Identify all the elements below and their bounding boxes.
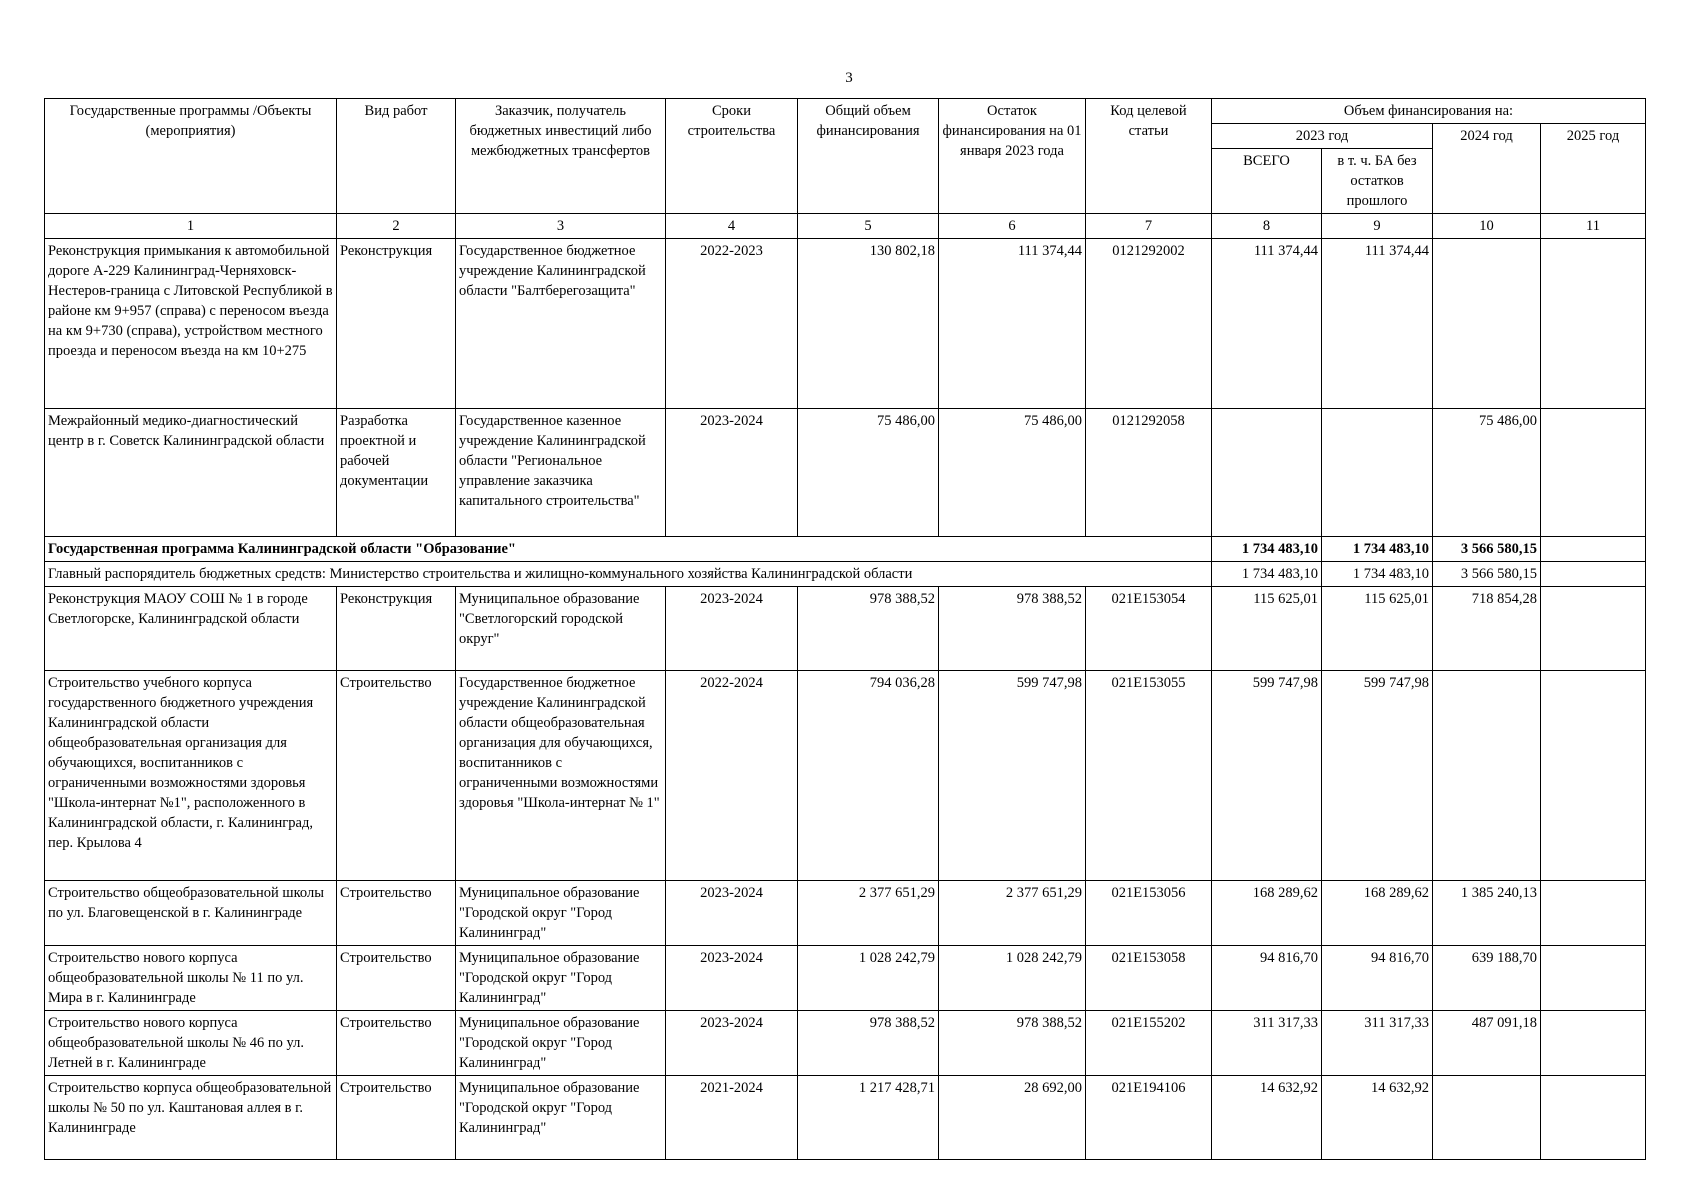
object-name: Реконструкция МАОУ СОШ № 1 в городе Светлогорске, Калининградской области [45,587,337,671]
amount-2024: 718 854,28 [1433,587,1541,671]
table-row [45,409,1646,537]
work-type: Строительство [337,946,456,1011]
manager-2025 [1541,562,1646,587]
manager-2023-ba: 1 734 483,10 [1322,562,1433,587]
work-type: Строительство [337,881,456,946]
header-work: Вид работ [337,99,456,214]
remainder-financing: 75 486,00 [939,409,1086,537]
amount-2024: 487 091,18 [1433,1011,1541,1076]
total-financing: 75 486,00 [798,409,939,537]
header-funding: Объем финансирования на: [1212,99,1646,124]
amount-2023-ba: 111 374,44 [1322,239,1433,409]
object-name: Строительство нового корпуса общеобразовательной школы № 46 по ул. Летней в г. Калининграде [45,1011,337,1076]
amount-2025 [1541,409,1646,537]
customer: Муниципальное образование "Светлогорский городской округ" [456,587,666,671]
construction-terms: 2022-2024 [666,671,798,881]
header-total: Общий объем финансирования [798,99,939,214]
amount-2023-all: 311 317,33 [1212,1011,1322,1076]
col-number: 2 [337,214,456,239]
header-program: Государственные программы /Объекты (мероприятия) [45,99,337,214]
amount-2023-all: 599 747,98 [1212,671,1322,881]
amount-2024 [1433,671,1541,881]
object-name: Строительство учебного корпуса государственного бюджетного учреждения Калининградской области общеобразовательная организация для обучающихся, воспитанников с ограниченными возможностями здоровья "Школа-интернат №1", расположенного в Калининградской области, г. Калининград, пер. Крылова 4 [45,671,337,881]
budget-manager-title: Главный распорядитель бюджетных средств: Министерство строительства и жилищно-коммунального хозяйства Калининградской области [45,562,1212,587]
amount-2023-ba: 599 747,98 [1322,671,1433,881]
col-number: 3 [456,214,666,239]
amount-2023-ba: 311 317,33 [1322,1011,1433,1076]
amount-2025 [1541,881,1646,946]
total-financing: 794 036,28 [798,671,939,881]
work-type: Разработка проектной и рабочей документации [337,409,456,537]
amount-2025 [1541,587,1646,671]
target-code: 021E153054 [1086,587,1212,671]
budget-manager-row [45,562,1646,587]
amount-2023-all: 94 816,70 [1212,946,1322,1011]
table-row [45,1011,1646,1076]
col-number: 11 [1541,214,1646,239]
header-all: ВСЕГО [1212,149,1322,214]
work-type: Строительство [337,1011,456,1076]
target-code: 021E153055 [1086,671,1212,881]
remainder-financing: 28 692,00 [939,1076,1086,1160]
program-2023-ba: 1 734 483,10 [1322,537,1433,562]
table-row [45,587,1646,671]
total-financing: 2 377 651,29 [798,881,939,946]
target-code: 0121292002 [1086,239,1212,409]
amount-2023-ba: 168 289,62 [1322,881,1433,946]
construction-terms: 2022-2023 [666,239,798,409]
program-total-row [45,537,1646,562]
col-number: 10 [1433,214,1541,239]
amount-2023-all: 115 625,01 [1212,587,1322,671]
manager-2024: 3 566 580,15 [1433,562,1541,587]
amount-2024: 639 188,70 [1433,946,1541,1011]
table-row [45,881,1646,946]
target-code: 021E153058 [1086,946,1212,1011]
col-number: 4 [666,214,798,239]
amount-2024: 1 385 240,13 [1433,881,1541,946]
header-remainder: Остаток финансирования на 01 января 2023 года [939,99,1086,214]
header-year-2024: 2024 год [1433,124,1541,214]
amount-2023-all [1212,409,1322,537]
col-number: 1 [45,214,337,239]
program-2024: 3 566 580,15 [1433,537,1541,562]
col-number: 7 [1086,214,1212,239]
object-name: Строительство корпуса общеобразовательной школы № 50 по ул. Каштановая аллея в г. Калининграде [45,1076,337,1160]
header-terms: Сроки строительства [666,99,798,214]
total-financing: 978 388,52 [798,1011,939,1076]
header-row-1 [45,99,1646,124]
col-number: 6 [939,214,1086,239]
amount-2023-ba: 94 816,70 [1322,946,1433,1011]
financing-table [44,98,1646,1160]
target-code: 0121292058 [1086,409,1212,537]
customer: Муниципальное образование "Городской округ "Город Калининград" [456,881,666,946]
object-name: Строительство нового корпуса общеобразовательной школы № 11 по ул. Мира в г. Калининграде [45,946,337,1011]
remainder-financing: 2 377 651,29 [939,881,1086,946]
amount-2024: 75 486,00 [1433,409,1541,537]
amount-2023-all: 14 632,92 [1212,1076,1322,1160]
object-name: Межрайонный медико-диагностический центр в г. Советск Калининградской области [45,409,337,537]
construction-terms: 2023-2024 [666,1011,798,1076]
construction-terms: 2023-2024 [666,946,798,1011]
customer: Муниципальное образование "Городской округ "Город Калининград" [456,1011,666,1076]
header-code: Код целевой статьи [1086,99,1212,214]
remainder-financing: 978 388,52 [939,1011,1086,1076]
target-code: 021E153056 [1086,881,1212,946]
amount-2024 [1433,239,1541,409]
customer: Государственное казенное учреждение Калининградской области "Региональное управление заказчика капитального строительства" [456,409,666,537]
header-customer: Заказчик, получатель бюджетных инвестиций либо межбюджетных трансфертов [456,99,666,214]
total-financing: 978 388,52 [798,587,939,671]
manager-2023-all: 1 734 483,10 [1212,562,1322,587]
construction-terms: 2023-2024 [666,409,798,537]
amount-2023-ba: 115 625,01 [1322,587,1433,671]
amount-2023-ba [1322,409,1433,537]
work-type: Реконструкция [337,239,456,409]
header-year-2025: 2025 год [1541,124,1646,214]
customer: Муниципальное образование "Городской округ "Город Калининград" [456,946,666,1011]
target-code: 021E155202 [1086,1011,1212,1076]
construction-terms: 2021-2024 [666,1076,798,1160]
construction-terms: 2023-2024 [666,881,798,946]
amount-2025 [1541,1011,1646,1076]
total-financing: 130 802,18 [798,239,939,409]
object-name: Реконструкция примыкания к автомобильной дороге А-229 Калининград-Черняховск-Нестеров-граница с Литовской Республикой в районе км 9+957 (справа) с переносом въезда на км 9+730 (справа), устройством местного проезда и переносом въезда на км 10+275 [45,239,337,409]
customer: Государственное бюджетное учреждение Калининградской области общеобразовательная организация для обучающихся, воспитанников с ограниченными возможностями здоровья "Школа-интернат № 1" [456,671,666,881]
col-number: 9 [1322,214,1433,239]
amount-2024 [1433,1076,1541,1160]
amount-2025 [1541,946,1646,1011]
table-row [45,239,1646,409]
table-row [45,671,1646,881]
customer: Муниципальное образование "Городской округ "Город Калининград" [456,1076,666,1160]
work-type: Строительство [337,1076,456,1160]
work-type: Строительство [337,671,456,881]
program-2023-all: 1 734 483,10 [1212,537,1322,562]
table-row [45,946,1646,1011]
program-2025 [1541,537,1646,562]
page-number: 3 [845,70,853,86]
amount-2025 [1541,239,1646,409]
object-name: Строительство общеобразовательной школы по ул. Благовещенской в г. Калининграде [45,881,337,946]
table-row [45,1076,1646,1160]
program-title: Государственная программа Калининградской области "Образование" [45,537,1212,562]
construction-terms: 2023-2024 [666,587,798,671]
customer: Государственное бюджетное учреждение Калининградской области "Балтберегозащита" [456,239,666,409]
amount-2023-ba: 14 632,92 [1322,1076,1433,1160]
remainder-financing: 599 747,98 [939,671,1086,881]
amount-2023-all: 168 289,62 [1212,881,1322,946]
remainder-financing: 1 028 242,79 [939,946,1086,1011]
total-financing: 1 028 242,79 [798,946,939,1011]
remainder-financing: 111 374,44 [939,239,1086,409]
header-ba: в т. ч. БА без остатков прошлого [1322,149,1433,214]
col-number: 5 [798,214,939,239]
col-number: 8 [1212,214,1322,239]
amount-2025 [1541,1076,1646,1160]
amount-2025 [1541,671,1646,881]
work-type: Реконструкция [337,587,456,671]
total-financing: 1 217 428,71 [798,1076,939,1160]
target-code: 021E194106 [1086,1076,1212,1160]
remainder-financing: 978 388,52 [939,587,1086,671]
column-numbers-row [45,214,1646,239]
header-year-2023: 2023 год [1212,124,1433,149]
amount-2023-all: 111 374,44 [1212,239,1322,409]
